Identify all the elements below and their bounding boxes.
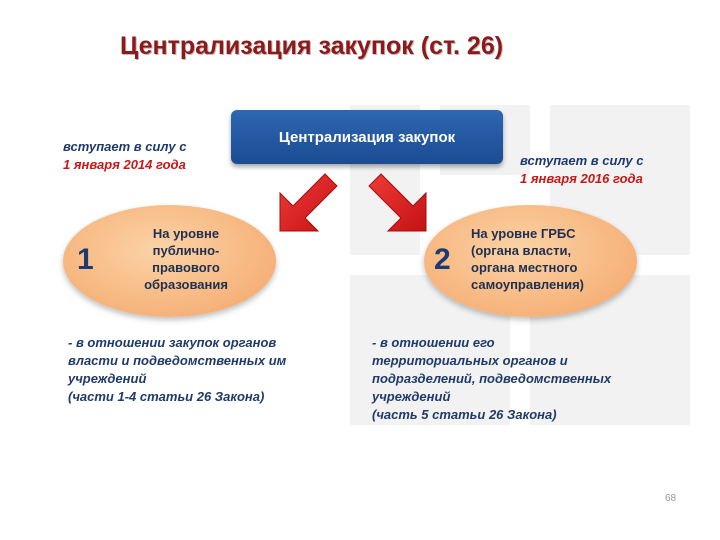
option-2-text <box>471 225 584 293</box>
option-1-line: образования <box>144 277 228 292</box>
option-1-line: правового <box>152 260 220 275</box>
option-2-line: самоуправления) <box>471 277 584 292</box>
right-date-line2: 1 января 2016 года <box>520 171 643 186</box>
option-2-desc-line: (часть 5 статьи 26 Закона) <box>372 407 557 422</box>
option-2-desc-line: учреждений <box>372 389 451 404</box>
left-effective-date <box>63 138 186 174</box>
option-1-ellipse <box>63 205 276 317</box>
centralization-box-label: Централизация закупок <box>278 128 456 146</box>
option-2-line: На уровне ГРБС <box>471 226 576 241</box>
slide-title: Централизация закупок (ст. 26) <box>120 32 504 60</box>
option-2-desc-line: подразделений, подведомственных <box>372 371 612 386</box>
option-2-number: 2 <box>434 243 451 276</box>
option-1-desc-line: власти и подведомственных им <box>68 353 287 368</box>
option-1-line: На уровне <box>152 226 220 241</box>
page-number: 68 <box>665 493 677 504</box>
right-effective-date <box>520 152 643 188</box>
option-2-desc-line: - в отношении его <box>372 335 495 350</box>
option-1-desc-line: учреждений <box>68 371 147 386</box>
option-2-line: (органа власти, <box>471 243 572 258</box>
option-2-ellipse <box>424 205 637 317</box>
option-1-text <box>131 225 241 293</box>
option-1-description <box>68 334 286 406</box>
option-2-desc-line: территориальных органов и <box>372 353 568 368</box>
right-date-line1: вступает в силу с <box>520 153 644 168</box>
left-date-line1: вступает в силу с <box>63 139 187 154</box>
option-1-line: публично- <box>152 243 220 258</box>
option-1-number: 1 <box>77 243 94 276</box>
option-1-desc-line: (части 1-4 статьи 26 Закона) <box>68 389 265 404</box>
left-date-line2: 1 января 2014 года <box>63 157 186 172</box>
left-arrow-icon <box>280 174 337 231</box>
right-arrow-icon <box>369 174 426 231</box>
option-1-desc-line: - в отношении закупок органов <box>68 335 277 350</box>
option-2-description <box>372 334 611 424</box>
option-2-line: органа местного <box>471 260 578 275</box>
